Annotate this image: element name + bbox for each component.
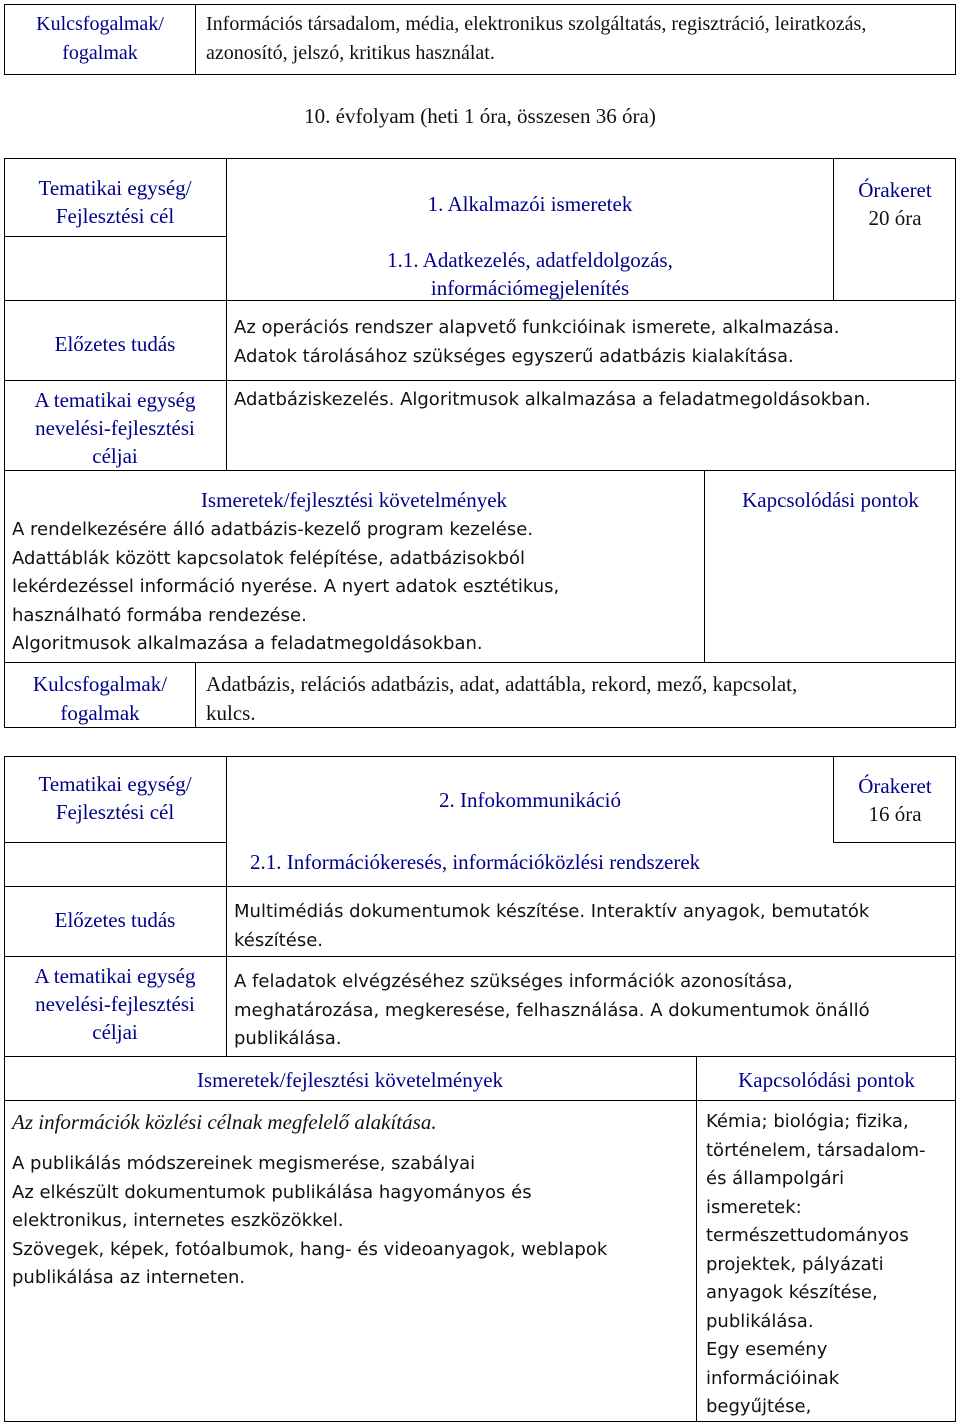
grade-title: 10. évfolyam (heti 1 óra, összesen 36 óra) bbox=[304, 104, 656, 128]
unit1-keywords: Adatbázis, relációs adatbázis, adat, adattábla, rekord, mező, kapcsolat, kulcs. bbox=[206, 672, 798, 725]
keywords-label-top: Kulcsfogalmak/ fogalmak bbox=[36, 13, 164, 64]
unit2-links: Kémia; biológia; fizika, történelem, társadalom- és állampolgári ismeretek: természettudományos projektek, pályázati anyagok készítése, publikálása. Egy esemény információinak begyűjtése, bbox=[706, 1111, 926, 1417]
unit2-label-topic: Tematikai egység/ Fejlesztési cél bbox=[38, 772, 192, 824]
unit1-req-header: Ismeretek/fejlesztési követelmények bbox=[200, 488, 508, 512]
unit1-subtitle: 1.1. Adatkezelés, adatfeldolgozás, információmegjelenítés bbox=[387, 248, 673, 300]
unit2-hours: 16 óra bbox=[868, 802, 922, 826]
unit1-hours: 20 óra bbox=[868, 206, 922, 230]
unit1-label-prior: Előzetes tudás bbox=[54, 332, 176, 356]
unit1-prior: Az operációs rendszer alapvető funkcióinak ismerete, alkalmazása. Adatok tárolásához szükséges egyszerű adatbázis kialakítása. bbox=[234, 317, 840, 367]
unit1-title: 1. Alkalmazói ismeretek bbox=[427, 192, 633, 216]
unit2-prior: Multimédiás dokumentumok készítése. Interaktív anyagok, bemutatók készítése. bbox=[234, 901, 870, 951]
unit2-link-header: Kapcsolódási pontok bbox=[738, 1068, 915, 1092]
unit1-keywords-label: Kulcsfogalmak/ fogalmak bbox=[32, 672, 168, 725]
unit2-label-goals: A tematikai egység nevelési-fejlesztési céljai bbox=[34, 964, 196, 1044]
unit1-link-header: Kapcsolódási pontok bbox=[742, 488, 919, 512]
unit1-label-goals: A tematikai egység nevelési-fejlesztési céljai bbox=[34, 388, 196, 468]
unit2-goals: A feladatok elvégzéséhez szükséges információk azonosítása, meghatározása, megkeresése, felhasználása. A dokumentumok önálló publikálása. bbox=[234, 971, 870, 1049]
unit2-requirements: A publikálás módszereinek megismerése, szabályai Az elkészült dokumentumok publikálása hagyományos és elektronikus, internetes eszközökkel. Szövegek, képek, fotóalbumok, hang- és videoanyagok, weblapok publikálása az interneten. bbox=[12, 1153, 608, 1288]
unit2-hours-label: Órakeret bbox=[858, 774, 932, 798]
unit2-req-header: Ismeretek/fejlesztési követelmények bbox=[196, 1068, 504, 1092]
keywords-text-top: Információs társadalom, média, elektronikus szolgáltatás, regisztráció, leiratkozás, azonosító, jelszó, kritikus használat. bbox=[206, 13, 867, 64]
unit2-subtitle: 2.1. Információkeresés, információközlési rendszerek bbox=[250, 850, 701, 874]
unit2-label-prior: Előzetes tudás bbox=[54, 908, 176, 932]
unit1-goals: Adatbáziskezelés. Algoritmusok alkalmazása a feladatmegoldásokban. bbox=[234, 389, 871, 410]
unit1-requirements: A rendelkezésére álló adatbázis-kezelő program kezelése. Adattáblák között kapcsolatok felépítése, adatbázisokból lekérdezéssel információ nyerése. A nyert adatok esztétikus, használható formába rendezése. Algoritmusok alkalmazása a feladatmegoldásokban. bbox=[12, 519, 560, 654]
unit2-req-italic: Az információk közlési célnak megfelelő alakítása. bbox=[12, 1110, 437, 1134]
unit2-title: 2. Infokommunikáció bbox=[439, 788, 621, 812]
unit1-label-topic: Tematikai egység/ Fejlesztési cél bbox=[38, 176, 192, 228]
unit1-hours-label: Órakeret bbox=[858, 178, 932, 202]
